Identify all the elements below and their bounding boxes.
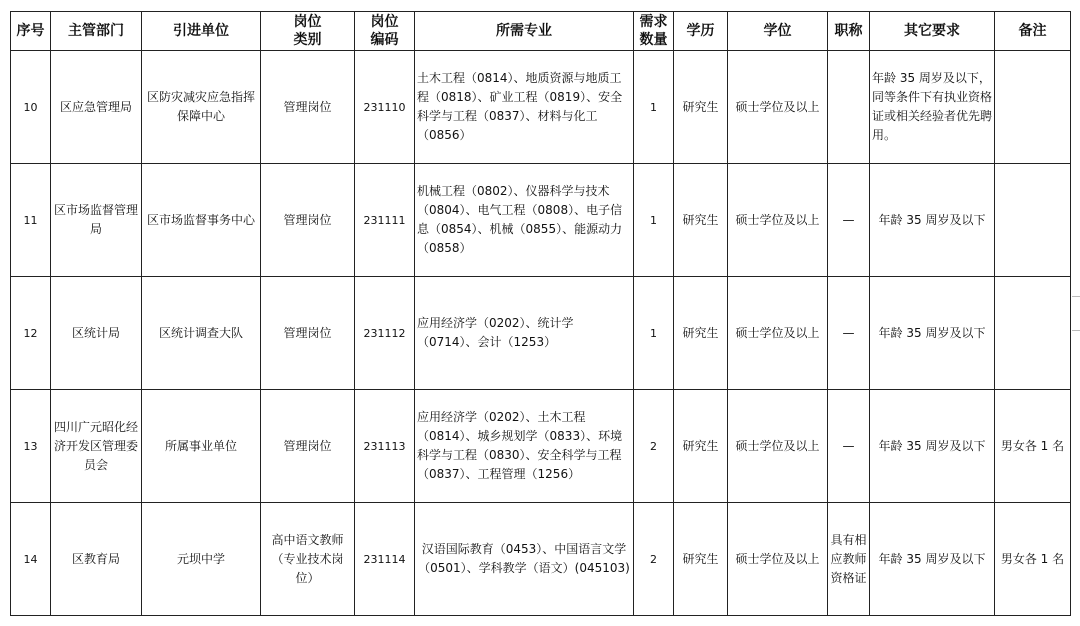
cell-code: 231113 bbox=[355, 390, 415, 503]
cell-dept: 区统计局 bbox=[51, 277, 142, 390]
cell-other: 年龄 35 周岁及以下 bbox=[870, 390, 995, 503]
recruitment-table bbox=[10, 11, 1071, 616]
table-row bbox=[11, 164, 1071, 277]
cell-note: 男女各 1 名 bbox=[995, 390, 1071, 503]
cell-no: 11 bbox=[11, 164, 51, 277]
cell-unit: 区统计调查大队 bbox=[142, 277, 261, 390]
cell-degree: 硕士学位及以上 bbox=[728, 51, 828, 164]
cell-code: 231112 bbox=[355, 277, 415, 390]
cell-education: 研究生 bbox=[674, 390, 728, 503]
header-title: 职称 bbox=[828, 12, 870, 51]
cell-degree: 硕士学位及以上 bbox=[728, 277, 828, 390]
cell-dept: 区教育局 bbox=[51, 503, 142, 616]
header-other: 其它要求 bbox=[870, 12, 995, 51]
cell-unit: 元坝中学 bbox=[142, 503, 261, 616]
header-code: 岗位 编码 bbox=[355, 12, 415, 51]
cell-unit: 区市场监督事务中心 bbox=[142, 164, 261, 277]
cell-title bbox=[828, 51, 870, 164]
header-note: 备注 bbox=[995, 12, 1071, 51]
header-row bbox=[11, 12, 1071, 51]
header-unit: 引进单位 bbox=[142, 12, 261, 51]
cell-no: 12 bbox=[11, 277, 51, 390]
header-no: 序号 bbox=[11, 12, 51, 51]
cell-title: 具有相应教师资格证 bbox=[828, 503, 870, 616]
cell-unit: 所属事业单位 bbox=[142, 390, 261, 503]
page-edge-mark bbox=[1072, 330, 1080, 331]
table-row bbox=[11, 390, 1071, 503]
cell-category: 管理岗位 bbox=[261, 51, 355, 164]
cell-category: 高中语文教师（专业技术岗位） bbox=[261, 503, 355, 616]
table-row bbox=[11, 503, 1071, 616]
header-degree: 学位 bbox=[728, 12, 828, 51]
cell-count: 1 bbox=[634, 277, 674, 390]
cell-major: 应用经济学（0202）、统计学（0714）、会计（1253） bbox=[415, 277, 634, 390]
page-edge-mark bbox=[1072, 296, 1080, 297]
cell-dept: 区应急管理局 bbox=[51, 51, 142, 164]
cell-title: — bbox=[828, 164, 870, 277]
cell-note bbox=[995, 164, 1071, 277]
cell-major: 土木工程（0814）、地质资源与地质工程（0818）、矿业工程（0819）、安全科学与工程（0837）、材料与化工（0856） bbox=[415, 51, 634, 164]
cell-code: 231110 bbox=[355, 51, 415, 164]
header-dept: 主管部门 bbox=[51, 12, 142, 51]
cell-note bbox=[995, 51, 1071, 164]
cell-code: 231111 bbox=[355, 164, 415, 277]
cell-education: 研究生 bbox=[674, 277, 728, 390]
cell-education: 研究生 bbox=[674, 51, 728, 164]
cell-dept: 区市场监督管理局 bbox=[51, 164, 142, 277]
cell-title: — bbox=[828, 277, 870, 390]
cell-education: 研究生 bbox=[674, 164, 728, 277]
cell-count: 1 bbox=[634, 51, 674, 164]
cell-code: 231114 bbox=[355, 503, 415, 616]
header-education: 学历 bbox=[674, 12, 728, 51]
cell-degree: 硕士学位及以上 bbox=[728, 390, 828, 503]
header-category: 岗位 类别 bbox=[261, 12, 355, 51]
cell-count: 1 bbox=[634, 164, 674, 277]
cell-degree: 硕士学位及以上 bbox=[728, 503, 828, 616]
cell-other: 年龄 35 周岁及以下，同等条件下有执业资格证或相关经验者优先聘用。 bbox=[870, 51, 995, 164]
cell-other: 年龄 35 周岁及以下 bbox=[870, 277, 995, 390]
cell-education: 研究生 bbox=[674, 503, 728, 616]
header-count: 需求 数量 bbox=[634, 12, 674, 51]
cell-other: 年龄 35 周岁及以下 bbox=[870, 503, 995, 616]
cell-major: 汉语国际教育（0453）、中国语言文学（0501）、学科教学（语文）(045103) bbox=[415, 503, 634, 616]
cell-count: 2 bbox=[634, 390, 674, 503]
cell-note: 男女各 1 名 bbox=[995, 503, 1071, 616]
cell-no: 14 bbox=[11, 503, 51, 616]
cell-no: 13 bbox=[11, 390, 51, 503]
table-row bbox=[11, 51, 1071, 164]
cell-category: 管理岗位 bbox=[261, 277, 355, 390]
table-row bbox=[11, 277, 1071, 390]
cell-category: 管理岗位 bbox=[261, 390, 355, 503]
cell-major: 应用经济学（0202）、土木工程（0814）、城乡规划学（0833）、环境科学与工程（0830）、安全科学与工程（0837）、工程管理（1256） bbox=[415, 390, 634, 503]
cell-unit: 区防灾减灾应急指挥保障中心 bbox=[142, 51, 261, 164]
cell-count: 2 bbox=[634, 503, 674, 616]
cell-note bbox=[995, 277, 1071, 390]
cell-title: — bbox=[828, 390, 870, 503]
cell-category: 管理岗位 bbox=[261, 164, 355, 277]
cell-other: 年龄 35 周岁及以下 bbox=[870, 164, 995, 277]
header-major: 所需专业 bbox=[415, 12, 634, 51]
cell-major: 机械工程（0802）、仪器科学与技术（0804）、电气工程（0808）、电子信息（0854）、机械（0855）、能源动力（0858） bbox=[415, 164, 634, 277]
cell-degree: 硕士学位及以上 bbox=[728, 164, 828, 277]
cell-no: 10 bbox=[11, 51, 51, 164]
cell-dept: 四川广元昭化经济开发区管理委员会 bbox=[51, 390, 142, 503]
